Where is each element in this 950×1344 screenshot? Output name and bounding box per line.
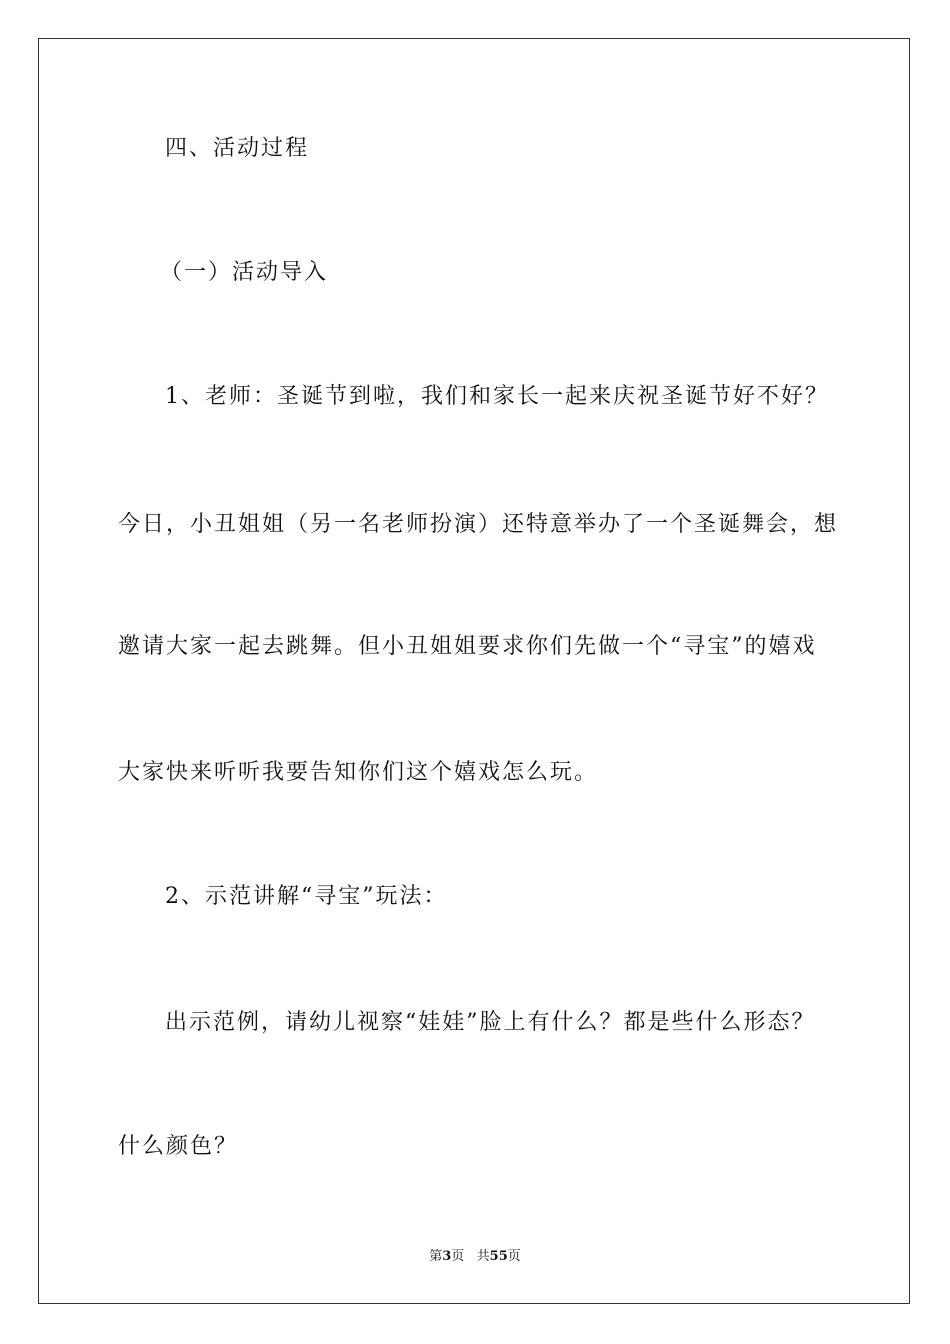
paragraph-line: 1、老师：圣诞节到啦，我们和家长一起来庆祝圣诞节好不好？: [165, 384, 829, 409]
paragraph-line: 大家快来听听我要告知你们这个嬉戏怎么玩。: [118, 760, 599, 785]
footer-middle: 页 共: [451, 1249, 490, 1264]
page-footer: [0, 1248, 950, 1266]
paragraph-line: 今日，小丑姐姐（另一名老师扮演）还特意举办了一个圣诞舞会，想: [118, 512, 839, 537]
current-page-number: 3: [442, 1249, 452, 1264]
page-border: [38, 38, 910, 1304]
paragraph-line: 什么颜色？: [118, 1134, 239, 1159]
subsection-heading: （一）活动导入: [160, 260, 329, 285]
section-heading: 四、活动过程: [165, 136, 310, 161]
total-pages-number: 55: [489, 1249, 508, 1264]
paragraph-line: 2、示范讲解“寻宝”玩法：: [165, 884, 448, 909]
footer-prefix: 第: [429, 1249, 443, 1264]
paragraph-line: 出示范例，请幼儿视察“娃娃”脸上有什么？都是些什么形态？: [165, 1010, 816, 1035]
footer-suffix: 页: [507, 1249, 521, 1264]
paragraph-line: 邀请大家一起去跳舞。但小丑姐姐要求你们先做一个“寻宝”的嬉戏: [118, 634, 817, 659]
